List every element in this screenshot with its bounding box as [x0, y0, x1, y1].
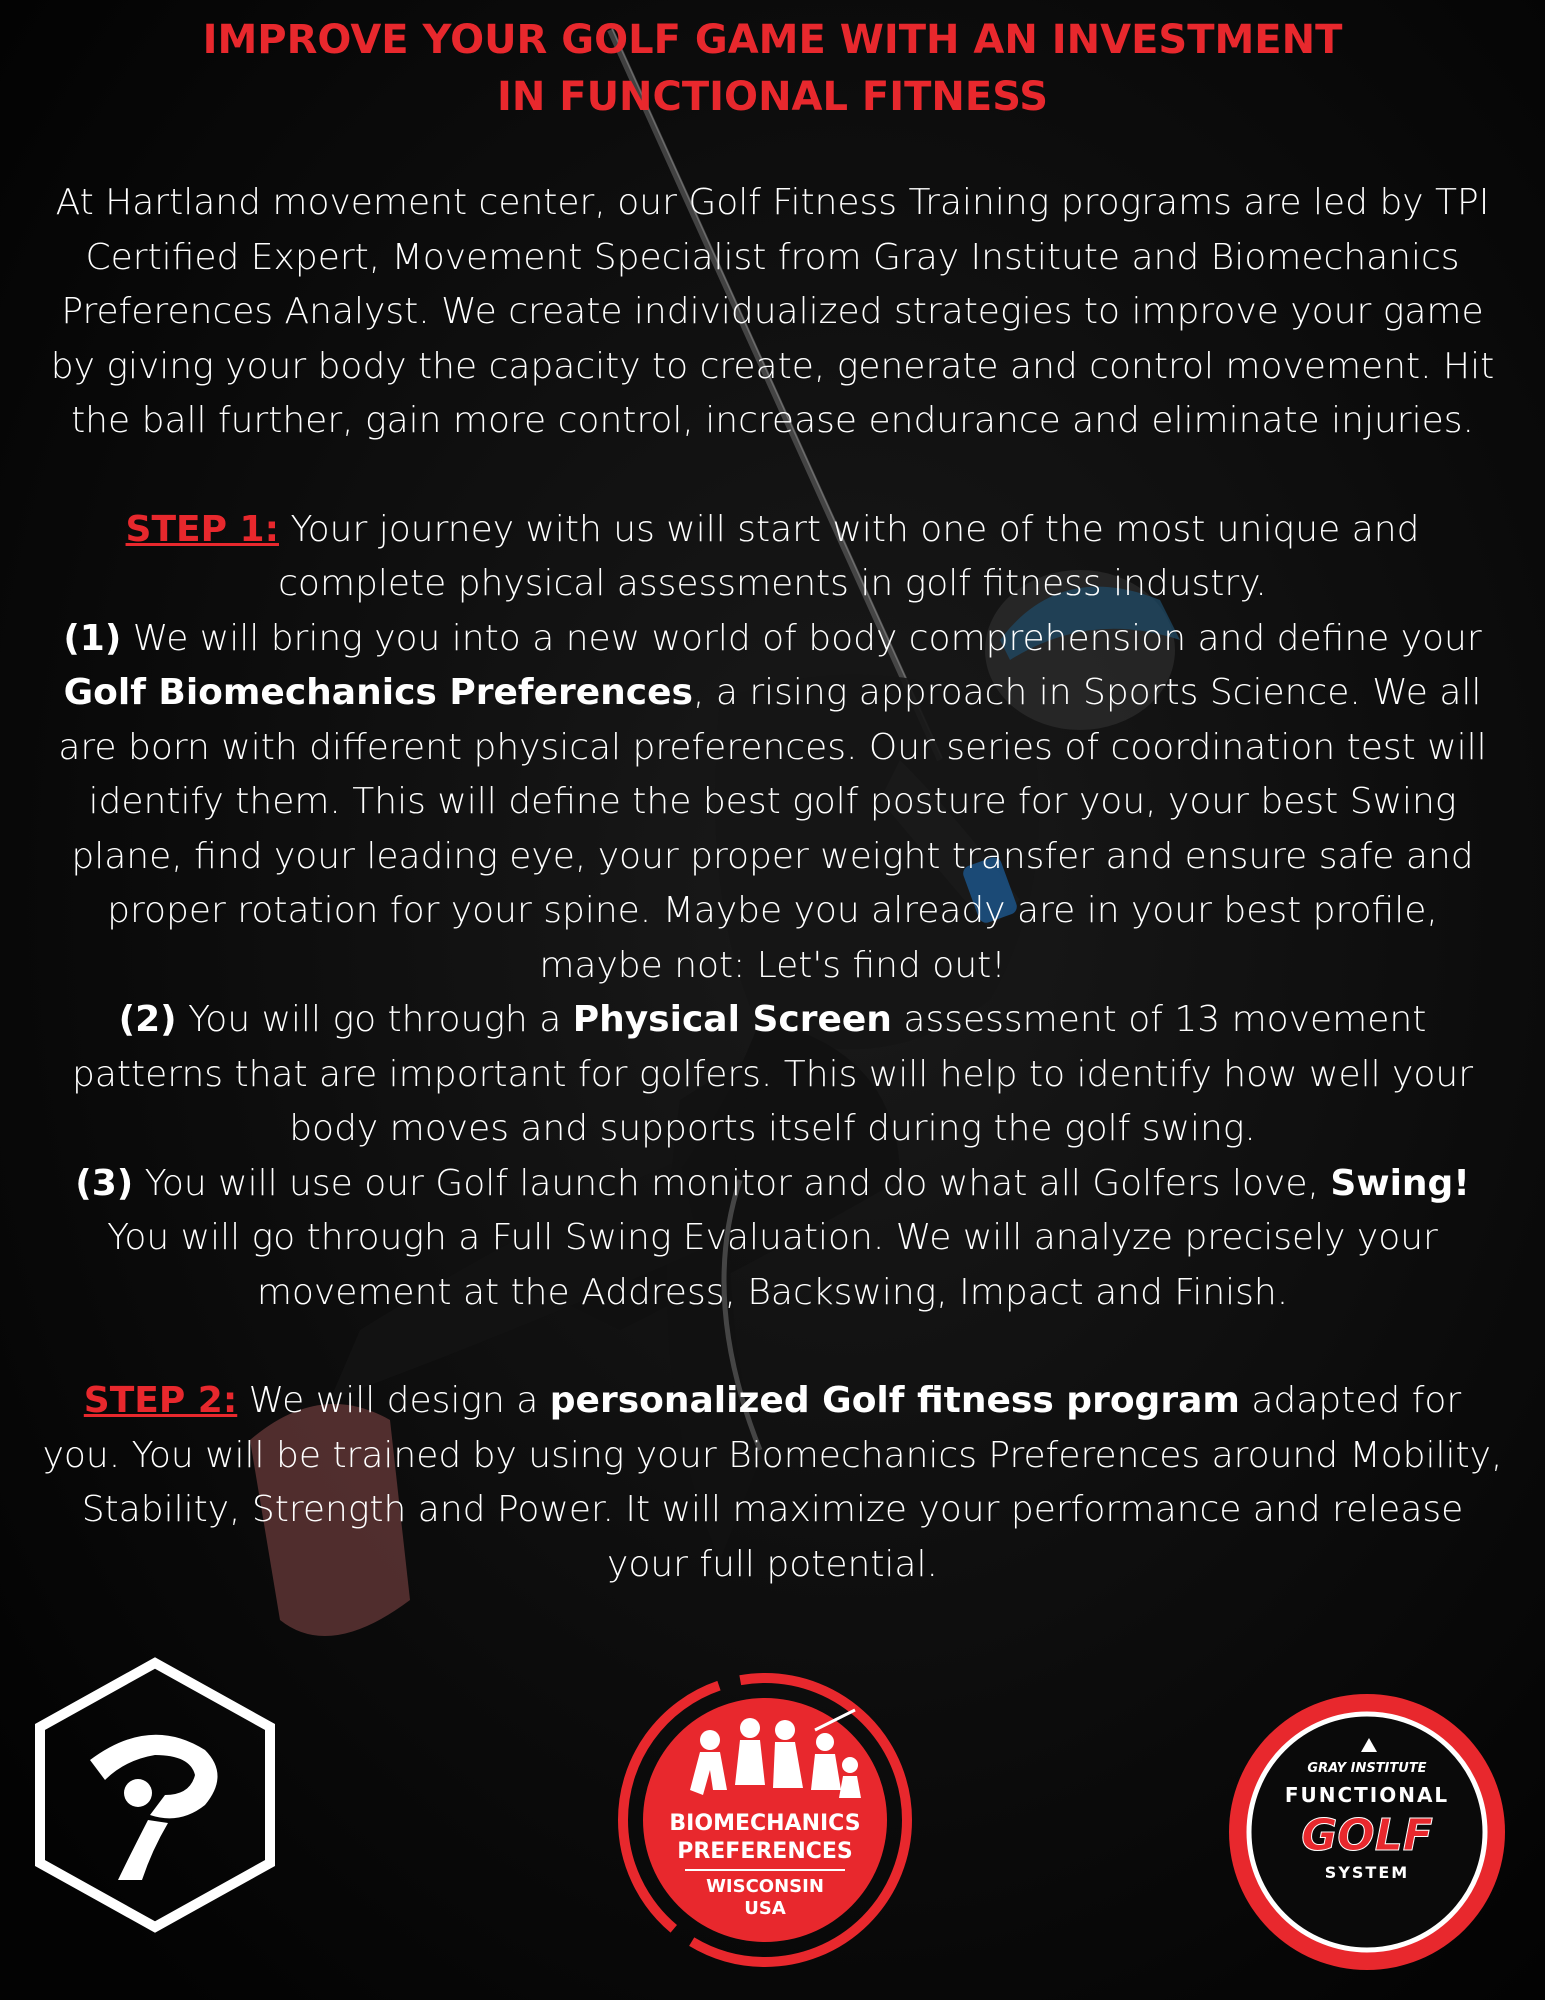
step1-text: Your journey with us will start with one of the most unique and complete physical assessments in golf fitness industry. [278, 508, 1420, 604]
biomech-line-1: BIOMECHANICS [669, 1811, 861, 1836]
logo-row [0, 1640, 1545, 2000]
title-line-2: IN FUNCTIONAL FITNESS [496, 74, 1049, 120]
gray-institute-functional-golf-logo [1225, 1690, 1510, 1975]
step2-pre: We will design a [237, 1380, 550, 1421]
step1-label: STEP 1: [125, 508, 279, 550]
step2-label: STEP 2: [83, 1380, 238, 1421]
step1-item2-bold: Physical Screen [572, 999, 892, 1040]
intro-paragraph: At Hartland movement center, our Golf Fitness Training programs are led by TPI Certified Expert, Movement Specialist from Gray Institute and Biomechanics Preferences Analyst. We create individualized strategies to improve your game by giving your body the capacity to create, generate and control movement. Hit the ball further, gain more control, increase endurance and eliminate injuries. [50, 182, 1495, 441]
biomech-line-3: WISCONSIN [706, 1876, 824, 1897]
gray-line-1: FUNCTIONAL [1284, 1783, 1450, 1807]
step1-item2-post: assessment of 13 movement patterns that are important for golfers. This will help to identify how well your body moves and supports itself during the golf swing. [71, 999, 1473, 1149]
step1-paragraph [40, 503, 1505, 1321]
step1-item2-number: (2) [118, 999, 177, 1040]
biomech-line-4: USA [744, 1898, 786, 1919]
step1-item3-bold: Swing! [1330, 1162, 1470, 1204]
main-content [40, 12, 1505, 1592]
step1-item2-pre: You will go through a [176, 999, 573, 1040]
gray-line-3: SYSTEM [1324, 1863, 1410, 1882]
step1-item1-bold: Golf Biomechanics Preferences [63, 672, 693, 713]
step2-paragraph [40, 1374, 1505, 1592]
gray-line-2: GOLF [1301, 1810, 1433, 1861]
biomechanics-preferences-logo [615, 1670, 915, 1970]
step1-item1-number: (1) [63, 617, 122, 659]
step2-post: adapted for you. You will be trained by using your Biomechanics Preferences around Mobility, Stability, Strength and Power. It will maximize your performance and release your full potential. [42, 1380, 1503, 1585]
step1-item1-post: , a rising approach in Sports Science. We all are born with different physical preferences. Our series of coordination test will identify them. This will define the best golf posture for you, your best Swing plane, find your leading eye, your proper weight transfer and ensure safe and proper rotation for your spine. Maybe you already are in your best profile, maybe not: Let's find out! [58, 672, 1487, 986]
hexagon-p-logo [30, 1655, 280, 1935]
gray-brand: GRAY INSTITUTE [1307, 1761, 1427, 1776]
spacer [40, 449, 1505, 503]
step1-item3-number: (3) [75, 1162, 134, 1204]
spacer [40, 1320, 1505, 1374]
title-line-1: IMPROVE YOUR GOLF GAME WITH AN INVESTMENT [202, 17, 1343, 63]
biomech-line-2: PREFERENCES [677, 1839, 853, 1864]
page-title [40, 12, 1505, 126]
step1-item3-pre: You will use our Golf launch monitor and do what all Golfers love, [133, 1162, 1331, 1204]
step1-item3-post: You will go through a Full Swing Evaluation. We will analyze precisely your movement at the Address, Backswing, Impact and Finish. [107, 1217, 1438, 1313]
step2-bold: personalized Golf fitness program [549, 1380, 1240, 1421]
step1-item1-pre: We will bring you into a new world of body comprehension and define your [121, 617, 1482, 659]
